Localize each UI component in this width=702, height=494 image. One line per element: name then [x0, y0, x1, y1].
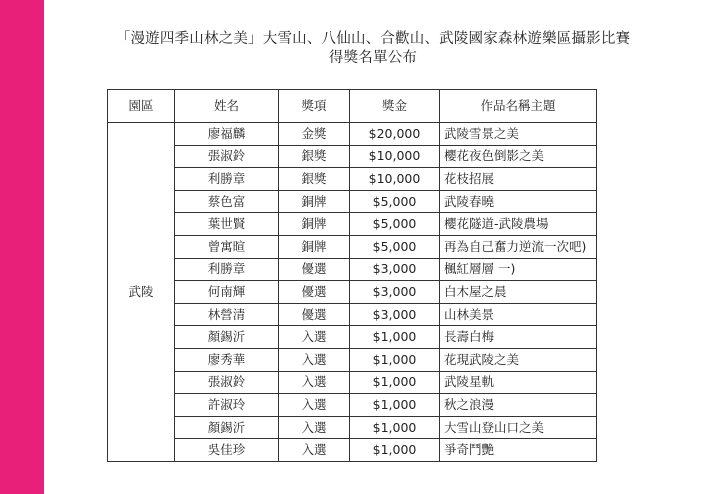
work-title-cell: 秋之浪漫	[440, 394, 597, 417]
prize-cell: $1,000	[350, 416, 440, 439]
prize-cell: $1,000	[350, 439, 440, 462]
award-cell: 入選	[279, 394, 350, 417]
header-name: 姓名	[175, 90, 279, 123]
prize-cell: $5,000	[350, 213, 440, 236]
prize-cell: $10,000	[350, 168, 440, 191]
page-title	[44, 30, 702, 68]
award-cell: 優選	[279, 303, 350, 326]
table-row	[108, 326, 597, 349]
name-cell: 何南輝	[175, 281, 279, 304]
name-cell: 許淑玲	[175, 394, 279, 417]
header-award: 獎項	[279, 90, 350, 123]
prize-cell: $3,000	[350, 258, 440, 281]
name-cell: 張淑鈴	[175, 145, 279, 168]
park-cell: 武陵	[108, 123, 175, 462]
work-title-cell: 櫻花隧道-武陵農場	[440, 213, 597, 236]
table-row	[108, 439, 597, 462]
title-line-1: 「漫遊四季山林之美」大雪山、八仙山、合歡山、武陵國家森林遊樂區攝影比賽	[115, 31, 631, 47]
prize-cell: $1,000	[350, 394, 440, 417]
table-row	[108, 168, 597, 191]
work-title-cell: 花現武陵之美	[440, 348, 597, 371]
accent-sidebar-bar	[0, 0, 44, 494]
name-cell: 顏錫沂	[175, 326, 279, 349]
work-title-cell: 大雪山登山口之美	[440, 416, 597, 439]
work-title-cell: 長壽白梅	[440, 326, 597, 349]
prize-cell: $1,000	[350, 348, 440, 371]
work-title-cell: 櫻花夜色倒影之美	[440, 145, 597, 168]
award-cell: 銅牌	[279, 213, 350, 236]
work-title-cell: 武陵星軌	[440, 371, 597, 394]
winners-table-body	[108, 123, 597, 462]
name-cell: 葉世賢	[175, 213, 279, 236]
work-title-cell: 白木屋之晨	[440, 281, 597, 304]
prize-cell: $3,000	[350, 303, 440, 326]
table-row	[108, 281, 597, 304]
header-prize: 獎金	[350, 90, 440, 123]
table-row	[108, 123, 597, 146]
name-cell: 廖福麟	[175, 123, 279, 146]
award-cell: 金獎	[279, 123, 350, 146]
winners-table	[107, 89, 597, 462]
work-title-cell: 再為自己奮力逆流一次吧)	[440, 235, 597, 258]
table-row	[108, 394, 597, 417]
name-cell: 利勝章	[175, 258, 279, 281]
work-title-cell: 楓紅層層 一)	[440, 258, 597, 281]
prize-cell: $10,000	[350, 145, 440, 168]
name-cell: 曾寓暄	[175, 235, 279, 258]
award-cell: 入選	[279, 371, 350, 394]
prize-cell: $20,000	[350, 123, 440, 146]
work-title-cell: 爭奇鬥艷	[440, 439, 597, 462]
name-cell: 張淑鈴	[175, 371, 279, 394]
name-cell: 蔡色富	[175, 190, 279, 213]
work-title-cell: 花枝招展	[440, 168, 597, 191]
table-row	[108, 416, 597, 439]
prize-cell: $5,000	[350, 235, 440, 258]
award-cell: 銅牌	[279, 235, 350, 258]
work-title-cell: 武陵雪景之美	[440, 123, 597, 146]
prize-cell: $3,000	[350, 281, 440, 304]
title-line-2: 得獎名單公布	[328, 50, 418, 66]
prize-cell: $1,000	[350, 371, 440, 394]
award-cell: 入選	[279, 439, 350, 462]
award-cell: 優選	[279, 281, 350, 304]
award-cell: 銀獎	[279, 145, 350, 168]
award-cell: 入選	[279, 416, 350, 439]
table-row	[108, 235, 597, 258]
table-row	[108, 145, 597, 168]
table-row	[108, 258, 597, 281]
table-row	[108, 190, 597, 213]
header-park: 園區	[108, 90, 175, 123]
name-cell: 顏錫沂	[175, 416, 279, 439]
name-cell: 廖秀華	[175, 348, 279, 371]
header-work: 作品名稱主題	[440, 90, 597, 123]
name-cell: 吳佳珍	[175, 439, 279, 462]
table-row	[108, 213, 597, 236]
award-cell: 銀獎	[279, 168, 350, 191]
prize-cell: $5,000	[350, 190, 440, 213]
award-cell: 入選	[279, 326, 350, 349]
name-cell: 林營清	[175, 303, 279, 326]
name-cell: 利勝章	[175, 168, 279, 191]
award-cell: 銅牌	[279, 190, 350, 213]
table-row	[108, 303, 597, 326]
prize-cell: $1,000	[350, 326, 440, 349]
award-cell: 優選	[279, 258, 350, 281]
work-title-cell: 武陵春曉	[440, 190, 597, 213]
table-header-row	[108, 90, 597, 123]
table-row	[108, 371, 597, 394]
table-row	[108, 348, 597, 371]
work-title-cell: 山林美景	[440, 303, 597, 326]
award-cell: 入選	[279, 348, 350, 371]
